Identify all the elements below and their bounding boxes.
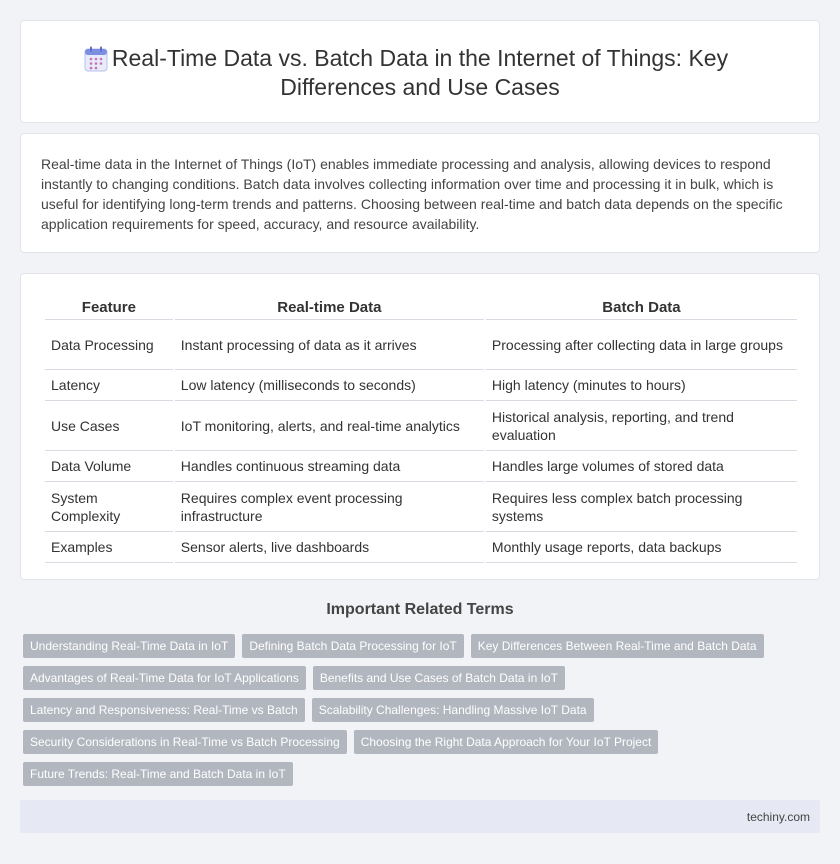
table-cell: Data Processing (45, 320, 173, 370)
table-cell: Processing after collecting data in large groups (486, 320, 797, 370)
column-header-batch: Batch Data (486, 294, 797, 320)
related-term-tag[interactable]: Security Considerations in Real-Time vs Batch Processing (23, 730, 347, 754)
table-cell: Use Cases (45, 401, 173, 451)
related-terms-heading: Important Related Terms (326, 601, 514, 618)
table-cell: System Complexity (45, 482, 173, 532)
table-cell: Examples (45, 532, 173, 563)
table-cell: Requires complex event processing infrastructure (175, 482, 484, 532)
table-cell: Latency (45, 370, 173, 401)
table-cell: Instant processing of data as it arrives (175, 320, 484, 370)
column-header-real-time: Real-time Data (175, 294, 484, 320)
table-row (45, 482, 797, 532)
table-cell: Monthly usage reports, data backups (486, 532, 797, 563)
related-term-tag[interactable]: Scalability Challenges: Handling Massive IoT Data (312, 698, 594, 722)
intro-paragraph: Real-time data in the Internet of Things (IoT) enables immediate processing and analysis, allowing devices to respond instantly to changing conditions. Batch data involves collecting information over time and processing it in bulk, which is useful for identifying long-term trends and patterns. Choosing between real-time and batch data depends on the specific application requirements for speed, accuracy, and resource availability. (41, 156, 783, 232)
related-term-tag[interactable]: Defining Batch Data Processing for IoT (242, 634, 463, 658)
page-title: Real-Time Data vs. Batch Data in the Internet of Things: Key Differences and Use Cases (111, 45, 729, 100)
table-cell: High latency (minutes to hours) (486, 370, 797, 401)
related-term-tag[interactable]: Benefits and Use Cases of Batch Data in IoT (313, 666, 565, 690)
table-cell: IoT monitoring, alerts, and real-time analytics (175, 401, 484, 451)
related-term-tag[interactable]: Future Trends: Real-Time and Batch Data in IoT (23, 762, 293, 786)
comparison-table (43, 294, 799, 563)
table-cell: Low latency (milliseconds to seconds) (175, 370, 484, 401)
table-row (45, 401, 797, 451)
related-term-tag[interactable]: Understanding Real-Time Data in IoT (23, 634, 235, 658)
footer-brand-link[interactable]: techiny.com (746, 810, 810, 824)
related-term-tag[interactable]: Latency and Responsiveness: Real-Time vs Batch (23, 698, 305, 722)
comparison-table-card (20, 273, 820, 580)
table-cell: Data Volume (45, 451, 173, 482)
footer (20, 800, 820, 833)
table-cell: Sensor alerts, live dashboards (175, 532, 484, 563)
table-cell: Handles large volumes of stored data (486, 451, 797, 482)
table-row (45, 320, 797, 370)
table-row (45, 532, 797, 563)
header-card (20, 20, 820, 123)
table-header-row (45, 294, 797, 320)
table-cell: Requires less complex batch processing systems (486, 482, 797, 532)
table-row (45, 451, 797, 482)
related-term-tag[interactable]: Advantages of Real-Time Data for IoT Applications (23, 666, 306, 690)
related-terms-list (23, 634, 803, 786)
table-row (45, 370, 797, 401)
column-header-feature: Feature (45, 294, 173, 320)
related-term-tag[interactable]: Choosing the Right Data Approach for Your IoT Project (354, 730, 659, 754)
table-cell: Historical analysis, reporting, and trend evaluation (486, 401, 797, 451)
intro-card (20, 133, 820, 253)
related-term-tag[interactable]: Key Differences Between Real-Time and Batch Data (471, 634, 764, 658)
table-cell: Handles continuous streaming data (175, 451, 484, 482)
